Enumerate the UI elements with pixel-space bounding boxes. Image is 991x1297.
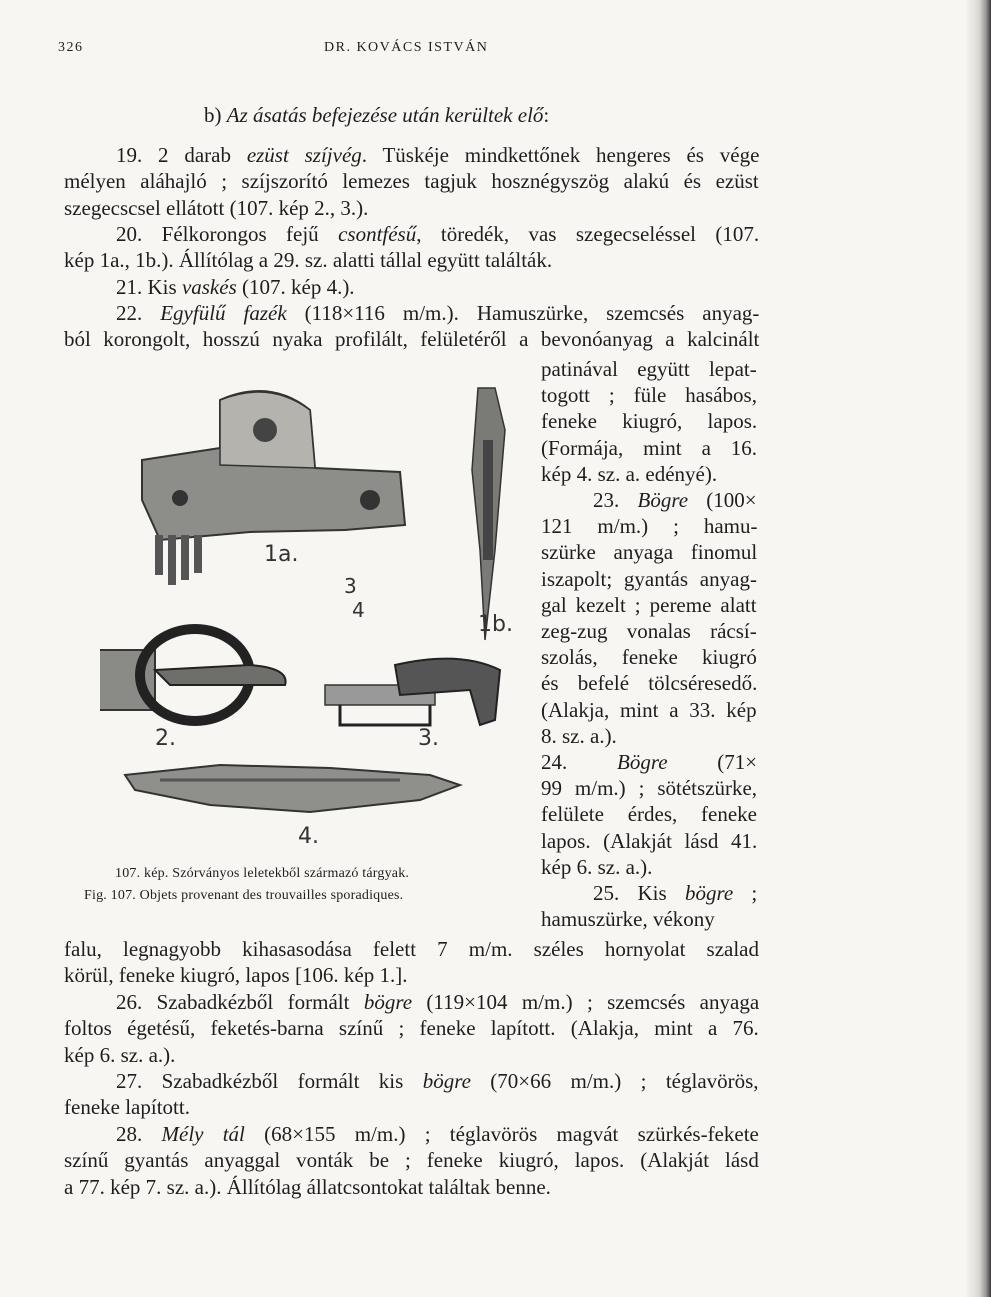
- side-lines-line: lapos. (Alakját lásd 41.: [541, 828, 758, 853]
- label-3: 3.: [418, 726, 439, 751]
- full-lines-bottom-line: 28. Mély tál (68×155 m/m.) ; téglavörös magvát szürkés-fekete: [116, 1121, 759, 1146]
- side-lines-line: 121 m/m.) ; hamu-: [541, 514, 758, 539]
- full-lines-top-line: ból korongolt, hosszú nyaka profilált, felületéről a bevonóanyag a kalcinált: [64, 327, 760, 352]
- side-lines-line: felülete érdes, feneke: [541, 802, 757, 827]
- figure-107-artifacts: [100, 380, 530, 850]
- side-lines-line: gal kezelt ; pereme alatt: [541, 592, 757, 617]
- label-4: 4.: [298, 824, 319, 849]
- full-lines-top-line: szegecscsel ellátott (107. kép 2., 3.).: [64, 195, 369, 220]
- side-lines-line: szolás, feneke kiugró: [541, 645, 757, 670]
- comb-side-view-image: [472, 388, 505, 640]
- label-2: 2.: [155, 726, 176, 751]
- side-lines-line: 99 m/m.) ; sötétszürke,: [541, 776, 758, 801]
- full-lines-bottom-line: körül, feneke kiugró, lapos [106. kép 1.].: [64, 963, 408, 988]
- strap-end-side-image: [325, 659, 500, 725]
- side-lines-line: togott ; füle hasábos,: [541, 383, 757, 408]
- side-lines-line: 23. Bögre (100×: [593, 488, 757, 512]
- side-lines-line: feneke kiugró, lapos.: [541, 409, 758, 434]
- full-lines-bottom-line: a 77. kép 7. sz. a.). Állítólag állatcsontokat találtak benne.: [64, 1174, 551, 1199]
- page-edge-shadow: [965, 0, 991, 1297]
- full-lines-bottom-line: feneke lapított.: [64, 1095, 190, 1120]
- side-lines-line: szürke anyaga finomul: [541, 540, 758, 565]
- side-lines-line: kép 6. sz. a.).: [541, 854, 653, 879]
- full-lines-bottom-line: 26. Szabadkézből formált bögre (119×104 m/m.) ; szemcsés anyaga: [116, 989, 760, 1014]
- full-lines-top-line: 21. Kis vaskés (107. kép 4.).: [116, 274, 355, 299]
- full-lines-bottom-line: 27. Szabadkézből formált kis bögre (70×66 m/m.) ; téglavörös,: [116, 1069, 759, 1093]
- full-lines-top-line: kép 1a., 1b.). Állítólag a 29. sz. alatti tállal együtt találták.: [64, 248, 553, 273]
- full-lines-top-line: 19. 2 darab ezüst szíjvég. Tüskéje mindkettőnek hengeres és vége: [116, 143, 760, 167]
- figure-caption-hungarian: 107. kép. Szórványos leletekből származó tárgyak.: [115, 866, 410, 881]
- full-lines-top-line: mélyen aláhajló ; szíjszorító lemezes tagjuk hosznégyszög alakú és ezüst: [64, 169, 759, 194]
- running-title: DR. KOVÁCS ISTVÁN: [324, 40, 489, 55]
- label-1a: 1a.: [264, 542, 299, 567]
- strap-end-front-image: [100, 629, 286, 721]
- side-lines-line: 25. Kis bögre ;: [593, 881, 758, 905]
- side-lines-line: (Alakja, mint a 33. kép: [541, 697, 757, 722]
- side-lines-line: hamuszürke, vékony: [541, 907, 715, 932]
- side-lines-line: patinával együtt lepat-: [541, 357, 757, 381]
- side-lines-line: zeg-zug vonalas rácsí-: [541, 619, 757, 643]
- full-lines-bottom-line: színű gyantás anyaggal vonták be ; feneke kiugró, lapos. (Alakját lásd: [64, 1148, 759, 1173]
- figure-caption-french: Fig. 107. Objets provenant des trouvailles sporadiques.: [84, 888, 404, 903]
- scale-denominator: 4: [352, 598, 365, 622]
- full-lines-bottom-line: falu, legnagyobb kihasasodása felett 7 m/m. széles hornyolat szalad: [64, 937, 759, 961]
- iron-knife-image: [125, 765, 460, 812]
- page-number: 326: [58, 40, 84, 55]
- subheading: b) Az ásatás befejezése után kerültek elő:: [204, 103, 550, 127]
- side-lines-line: és befelé tölcséresedő.: [541, 671, 758, 696]
- full-lines-top-line: 20. Félkorongos fejű csontfésű, töredék, vas szegecseléssel (107.: [116, 221, 760, 246]
- full-lines-bottom-line: kép 6. sz. a.).: [64, 1042, 176, 1067]
- side-lines-line: kép 4. sz. a. edényé).: [541, 461, 718, 486]
- full-lines-top-line: 22. Egyfülű fazék (118×116 m/m.). Hamuszürke, szemcsés anyag-: [116, 300, 760, 325]
- label-1b: 1b.: [478, 612, 513, 637]
- side-lines-line: (Formája, mint a 16.: [541, 435, 758, 460]
- side-lines-line: 24. Bögre (71×: [541, 750, 758, 774]
- scale-numerator: 3: [344, 574, 357, 598]
- full-lines-bottom-line: foltos égetésű, feketés-barna színű ; feneke lapított. (Alakja, mint a 76.: [64, 1016, 759, 1041]
- side-lines-line: 8. sz. a.).: [541, 723, 617, 748]
- side-lines-line: iszapolt; gyantás anyag-: [541, 566, 757, 591]
